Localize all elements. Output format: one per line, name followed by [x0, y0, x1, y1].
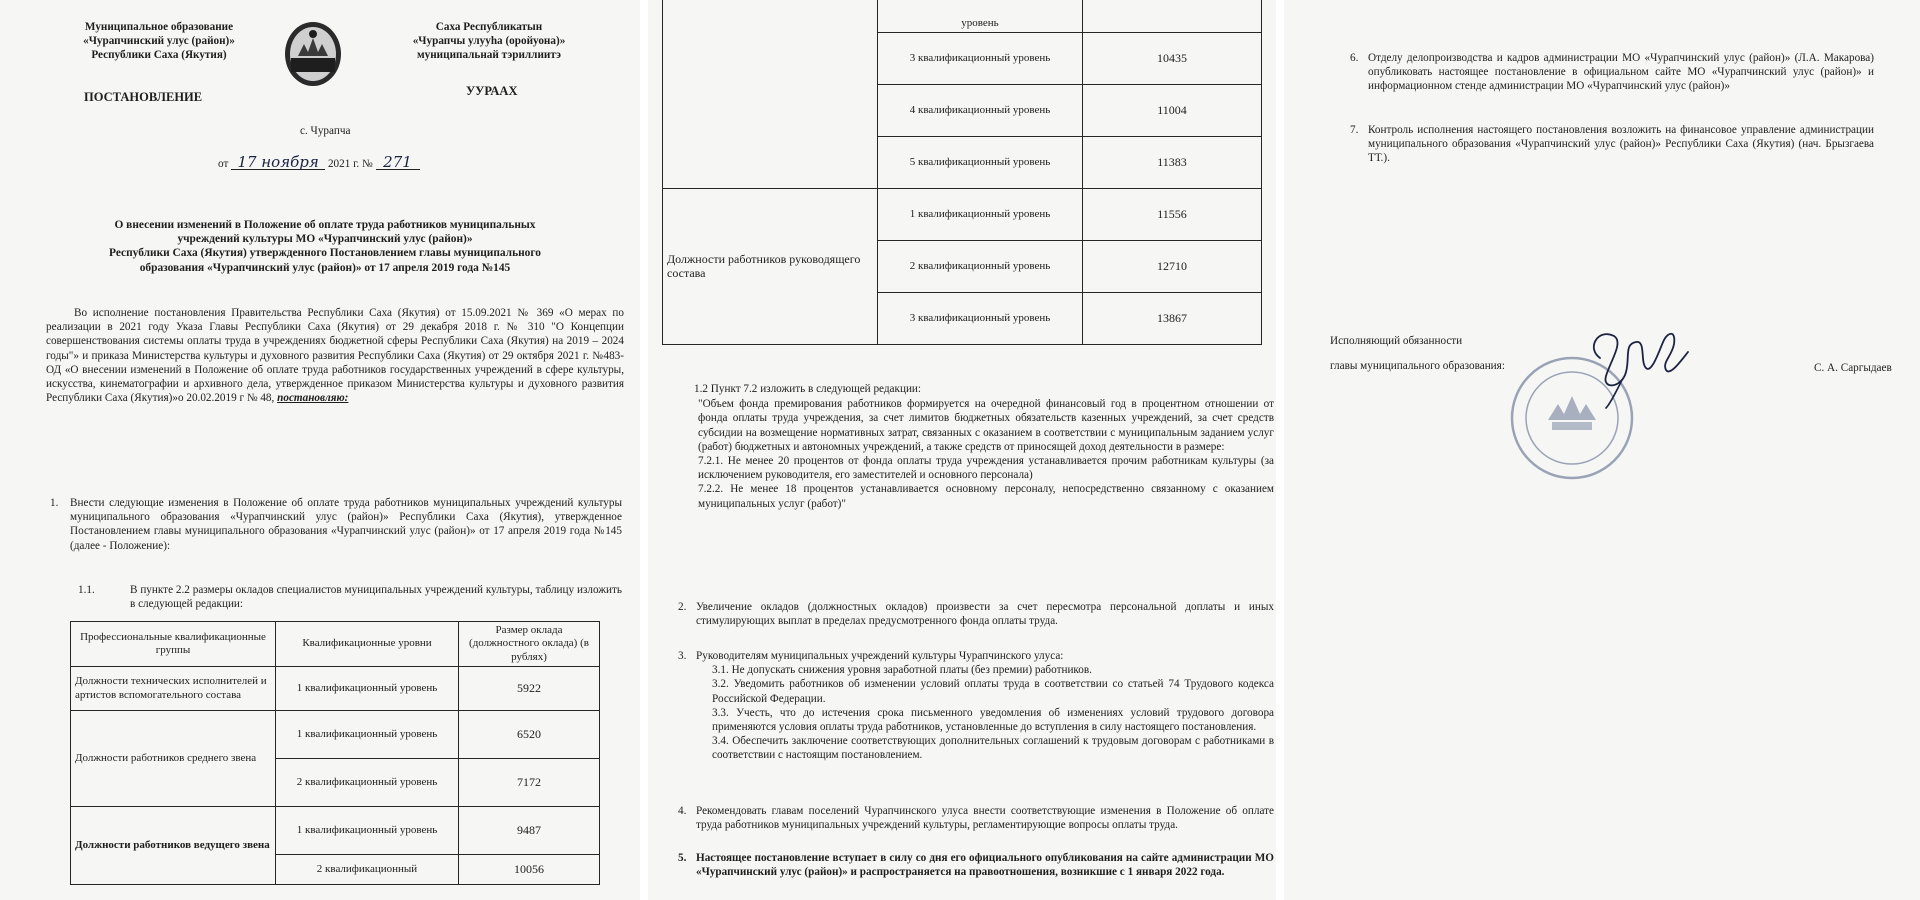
item-7 — [1350, 123, 1874, 166]
header-right — [384, 20, 594, 63]
document-title — [30, 218, 620, 275]
header-left-line: Республики Саха (Якутия) — [91, 49, 227, 62]
item-6 — [1350, 51, 1874, 94]
salary-cell: 11383 — [1083, 137, 1262, 189]
level-cell: 4 квалификационный уровень — [878, 85, 1083, 137]
title-line: Республики Саха (Якутия) утвержденного Постановлением главы муниципального — [109, 247, 541, 260]
item-1 — [50, 496, 622, 553]
signatory-name: С. А. Саргыдаев — [1814, 362, 1892, 374]
level-cell: 1 квалификационный уровень — [276, 807, 459, 855]
table-row — [71, 711, 600, 759]
signatory-title-line-2: главы муниципального образования: — [1330, 360, 1505, 372]
table-header-row — [71, 622, 600, 667]
group-cell — [663, 0, 878, 189]
document-page-2 — [648, 0, 1276, 900]
salary-cell: 10056 — [459, 855, 600, 885]
item-text: В пункте 2.2 размеры окладов специалистов муниципальных учреждений культуры, таблицу изложить в следующей редакции: — [130, 584, 622, 611]
salary-cell: 7172 — [459, 759, 600, 807]
title-line: О внесении изменений в Положение об оплате труда работников муниципальных — [114, 219, 536, 231]
date-line — [218, 155, 420, 171]
level-cell: 1 квалификационный уровень — [878, 189, 1083, 241]
salary-cell: 6520 — [459, 711, 600, 759]
item-7-2-1: 7.2.1. Не менее 20 процентов от фонда оплаты труда учреждения устанавливается прочим работникам культуры (за исключением руководителя, его заместителей и основного персонала) — [698, 455, 1274, 482]
item-number: 1. — [50, 497, 59, 509]
item-text: Контроль исполнения настоящего постановления возложить на финансовое управление администрации муниципального образования «Чурапчинский улус (район)» Республики Саха (Якутия) (нач. Брызгаева ТТ.). — [1368, 124, 1874, 165]
item-text: Увеличение окладов (должностных окладов) произвести за счет пересмотра персональной доплаты и иных стимулирующих выплат в пределах предусмотренного фонда оплаты труда. — [696, 601, 1274, 628]
preamble-decree: постановляю: — [277, 392, 349, 405]
salary-cell: 9487 — [459, 807, 600, 855]
header-left — [54, 20, 264, 63]
group-cell: Должности работников ведущего звена — [71, 807, 276, 885]
date-prefix: от — [218, 158, 229, 170]
document-page-3 — [1284, 0, 1920, 900]
table-header-cell: Размер оклада (должностного оклада) (в рублях) — [459, 622, 600, 667]
header-left-line: Муниципальное образование — [84, 21, 234, 33]
item-number: 1.1. — [78, 584, 95, 596]
item-7-2-2: 7.2.2. Не менее 18 процентов устанавливается основному персоналу, непосредственно связанному с оказанием муниципальных услуг (работ)" — [698, 483, 1274, 510]
preamble-text: Во исполнение постановления Правительства Республики Саха (Якутия) от 15.09.2021 № 369 «О мерах по реализации в 2021 году Указа Главы Республики Саха (Якутия) от 29 декабря 2018 г. № 310 "О Концепции совершенствования системы оплаты труда в учреждениях бюджетной сферы Республики Саха (Якутия) на 2019 – 2024 годы"» и приказа Министерства культуры и духовного развития Республики Саха (Якутия) от 29 октября 2021 г. №483-ОД «О внесении изменений в Положение об оплате труда работников государственных учреждений в сфере культуры, искусства, кинематографии и архивного дела, утвержденное приказом Министерства культуры и духовного развития Республики Саха (Якутия)»о 20.02.2019 г № 48, — [46, 307, 624, 405]
item-text: Настоящее постановление вступает в силу со дня его официального опубликования на сайте администрации МО «Чурапчинский улус (район)» и распространяется на правоотношения, возникшие с 1 января 2022 года. — [696, 852, 1274, 879]
item-number: 5. — [678, 852, 687, 864]
level-cell: 2 квалификационный уровень — [276, 759, 459, 807]
item-1-2 — [694, 382, 1274, 511]
item-3 — [678, 649, 1274, 763]
table-row — [663, 0, 1262, 33]
salary-cell: 11004 — [1083, 85, 1262, 137]
header-right-line: Саха Республикатын — [435, 21, 543, 33]
level-cell: 1 квалификационный уровень — [276, 711, 459, 759]
document-page-1 — [0, 0, 640, 900]
level-cell: уровень — [878, 0, 1083, 33]
item-number: 4. — [678, 805, 687, 817]
item-2 — [678, 600, 1274, 628]
salary-cell: 11556 — [1083, 189, 1262, 241]
header-right-line: «Чурапчы улууhа (оройуона)» — [412, 35, 566, 48]
header-left-line: «Чурапчинский улус (район)» — [83, 35, 235, 48]
level-cell: 3 квалификационный уровень — [878, 33, 1083, 85]
item-number: 3. — [678, 650, 687, 662]
date-year: 2021 г. № — [327, 158, 373, 170]
level-cell: 3 квалификационный уровень — [878, 293, 1083, 345]
place: с. Чурапча — [300, 125, 351, 137]
item-text: Отделу делопроизводства и кадров администрации МО «Чурапчинский улус (район)» (Л.А. Макарова) опубликовать настоящее постановление в официальном сайте МО «Чурапчинский улус (район)» и информационном стенде администрации МО «Чурапчинский улус (район)» — [1368, 52, 1874, 93]
salary-cell: 10435 — [1083, 33, 1262, 85]
item-number: 7. — [1350, 124, 1359, 136]
table-row — [71, 807, 600, 855]
level-cell: 1 квалификационный уровень — [276, 667, 459, 711]
salary-table-part-1 — [70, 621, 600, 885]
item-3-1: 3.1. Не допускать снижения уровня заработной платы (без премии) работников. — [712, 664, 1092, 677]
header-right-line: муниципальнай тэриллиитэ — [417, 49, 561, 62]
table-header-cell: Квалификационные уровни — [276, 622, 459, 667]
item-3-4: 3.4. Обеспечить заключение соответствующих дополнительных соглашений к трудовым договорам с работниками в соответствии с настоящим постановлением. — [712, 735, 1274, 762]
item-text: Руководителям муниципальных учреждений культуры Чурапчинского улуса: — [696, 650, 1064, 662]
group-cell: Должности работников руководящего состава — [663, 189, 878, 345]
title-line: образования «Чурапчинский улус (район)» от 17 апреля 2019 года №145 — [139, 261, 511, 274]
signatory-title-line-1: Исполняющий обязанности — [1330, 335, 1463, 347]
item-3-2: 3.2. Уведомить работников об изменении условий оплаты труда в соответствии со статьей 74 Трудового кодекса Российской Федерации. — [712, 678, 1274, 705]
level-cell: 5 квалификационный уровень — [878, 137, 1083, 189]
group-cell: Должности технических исполнителей и артистов вспомогательного состава — [71, 667, 276, 711]
number-handwritten: 271 — [376, 155, 420, 170]
salary-cell: 12710 — [1083, 241, 1262, 293]
table-header-cell: Профессиональные квалификационные группы — [71, 622, 276, 667]
salary-cell: 13867 — [1083, 293, 1262, 345]
title-line: учреждений культуры МО «Чурапчинский улус (район)» — [177, 233, 473, 246]
item-text: Внести следующие изменения в Положение об оплате труда работников муниципальных учреждений культуры муниципального образования «Чурапчинский улус (район)» Республики Саха (Якутия), утвержденное Постановлением главы муниципального образования «Чурапчинский улус (район)» от 17 апреля 2019 года №145 (далее - Положение): — [70, 497, 622, 552]
table-row — [71, 667, 600, 711]
doc-type-ru: ПОСТАНОВЛЕНИЕ — [84, 90, 203, 104]
item-number: 6. — [1350, 52, 1359, 64]
level-cell: 2 квалификационный — [276, 855, 459, 885]
handwritten-signature-icon — [1580, 318, 1700, 410]
coat-of-arms-icon — [282, 20, 344, 88]
group-cell: Должности работников среднего звена — [71, 711, 276, 807]
item-text: Рекомендовать главам поселений Чурапчинского улуса внести соответствующие изменения в Положение об оплате труда работников муниципальных учреждений культуры, регламентирующие вопросы оплаты труда. — [696, 805, 1274, 832]
item-5 — [678, 851, 1274, 879]
item-number: 2. — [678, 601, 687, 613]
salary-cell — [1083, 0, 1262, 33]
item-1-2-head: 1.2 Пункт 7.2 изложить в следующей редакции: — [694, 383, 922, 395]
preamble — [46, 306, 624, 405]
salary-table-part-2 — [662, 0, 1262, 345]
item-4 — [678, 804, 1274, 832]
table-row — [663, 189, 1262, 241]
doc-type-yakut: УУРААХ — [466, 84, 518, 98]
item-1-1 — [78, 583, 622, 611]
date-handwritten: 17 ноября — [231, 155, 325, 170]
level-cell: 2 квалификационный уровень — [878, 241, 1083, 293]
item-1-2-quote: "Объем фонда премирования работников формируется на очередной финансовый год в процентном отношении от фонда оплаты труда учреждения, за счет лимитов бюджетных обязательств казенных учреждений, за счет средств субсидии на возмещение нормативных затрат, связанных с оказанием в соответствии с муниципальным заданием услуг (работ) бюджетных и автономных учреждений, а также средств от приносящей доход деятельности в размере: — [698, 398, 1274, 453]
salary-cell: 5922 — [459, 667, 600, 711]
item-3-3: 3.3. Учесть, что до истечения срока письменного уведомления об изменениях условий трудового договора применяются условия оплаты труда работников, установленные до вступления в силу настоящего постановления. — [712, 706, 1274, 734]
